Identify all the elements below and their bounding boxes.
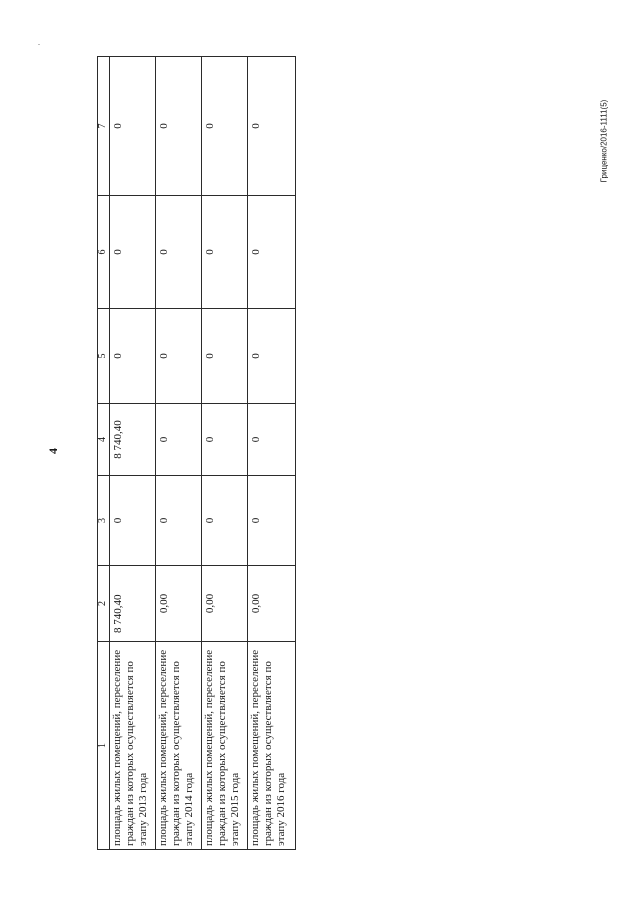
- data-table-region: [97, 57, 295, 850]
- table-row: [156, 57, 202, 850]
- rotated-table-container: [97, 57, 295, 850]
- cell-col-3: 0: [248, 476, 296, 566]
- row-description: площадь жилых помещений, переселение граждан из которых осуществляется по этапу 2013 года: [110, 642, 156, 850]
- cell-col-6: 0: [110, 196, 156, 309]
- cell-col-4: 0: [156, 404, 202, 476]
- column-header-2: 2: [98, 566, 110, 642]
- column-header-4: 4: [98, 404, 110, 476]
- table-row: [202, 57, 248, 850]
- cell-col-3: 0: [110, 476, 156, 566]
- table-row: [248, 57, 296, 850]
- column-header-3: 3: [98, 476, 110, 566]
- cell-col-4: 8 740,40: [110, 404, 156, 476]
- column-header-6: 6: [98, 196, 110, 309]
- document-code: [597, 86, 611, 196]
- cell-col-6: 0: [248, 196, 296, 309]
- data-table: [97, 56, 296, 850]
- column-header-5: 5: [98, 309, 110, 404]
- column-header-7: 7: [98, 57, 110, 196]
- cell-col-5: 0: [110, 309, 156, 404]
- cell-col-3: 0: [156, 476, 202, 566]
- cell-col-7: 0: [110, 57, 156, 196]
- table-row: [110, 57, 156, 850]
- cell-col-2: 0,00: [156, 566, 202, 642]
- row-description: площадь жилых помещений, переселение граждан из которых осуществляется по этапу 2016 года: [248, 642, 296, 850]
- cell-col-6: 0: [156, 196, 202, 309]
- column-header-1: 1: [98, 642, 110, 850]
- cell-col-2: 0,00: [248, 566, 296, 642]
- cell-col-3: 0: [202, 476, 248, 566]
- scan-speck: [38, 44, 40, 45]
- cell-col-2: 0,00: [202, 566, 248, 642]
- cell-col-4: 0: [202, 404, 248, 476]
- row-description: площадь жилых помещений, переселение граждан из которых осуществляется по этапу 2014 года: [156, 642, 202, 850]
- table-header-row: [98, 57, 110, 850]
- page-number: 4: [46, 448, 60, 454]
- cell-col-4: 0: [248, 404, 296, 476]
- cell-col-5: 0: [248, 309, 296, 404]
- cell-col-7: 0: [248, 57, 296, 196]
- cell-col-2: 8 740,40: [110, 566, 156, 642]
- row-description: площадь жилых помещений, переселение граждан из которых осуществляется по этапу 2015 года: [202, 642, 248, 850]
- cell-col-7: 0: [156, 57, 202, 196]
- document-code-text: Гриценко/2016-1111(5): [599, 99, 609, 183]
- cell-col-5: 0: [156, 309, 202, 404]
- cell-col-5: 0: [202, 309, 248, 404]
- cell-col-6: 0: [202, 196, 248, 309]
- cell-col-7: 0: [202, 57, 248, 196]
